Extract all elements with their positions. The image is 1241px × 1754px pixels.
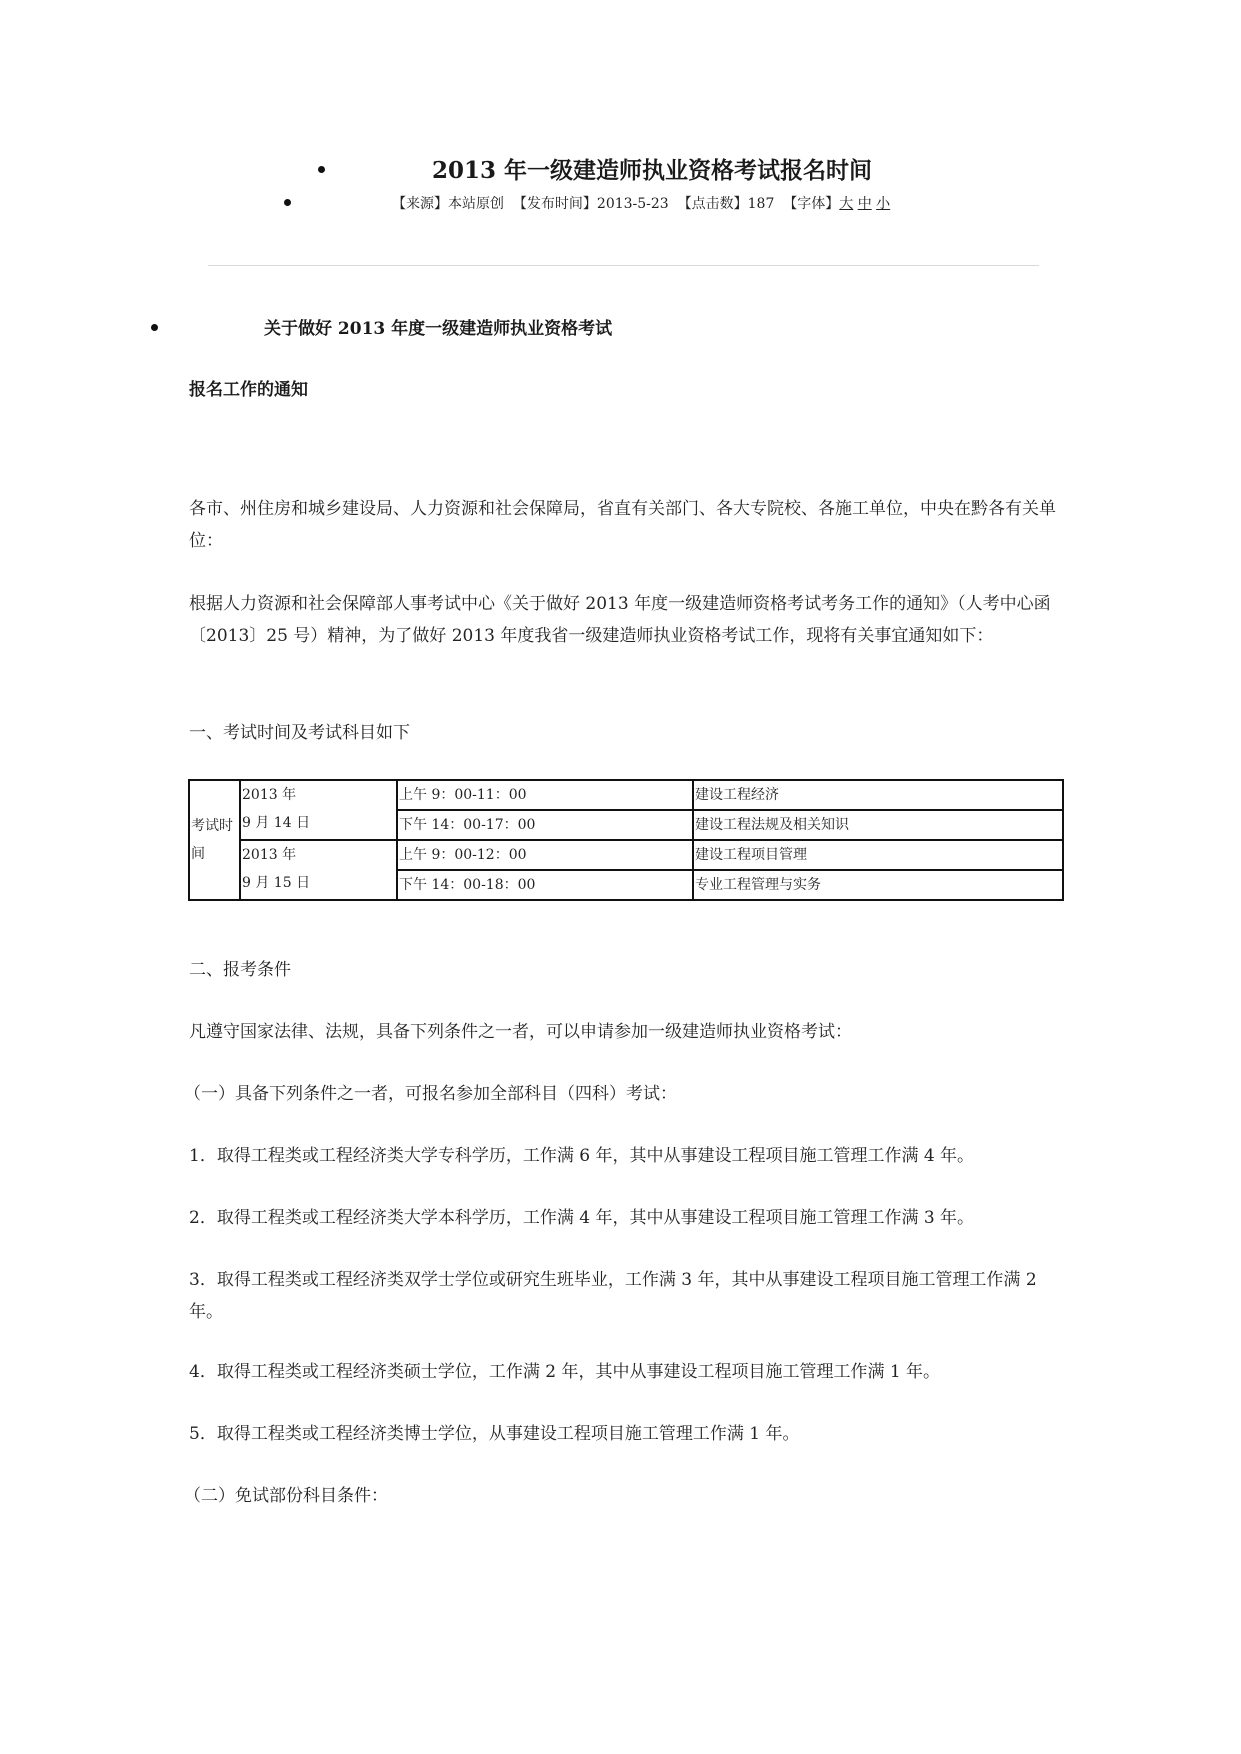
subsection-partial-exemption: （二）免试部份科目条件： <box>184 1486 388 1506</box>
salutation: 各市、州住房和城乡建设局、人力资源和社会保障局，省直有关部门、各大专院校、各施工单位，中央在黔各有关单位： <box>189 499 1056 551</box>
bullet-icon <box>151 324 158 331</box>
font-small-link[interactable]: 小 <box>876 196 891 212</box>
list-item: 3．取得工程类或工程经济类双学士学位或研究生班毕业，工作满 3 年，其中从事建设工程项目施工管理工作满 2 年。 <box>189 1270 1037 1322</box>
exam-time-label: 考试时间 <box>189 780 240 900</box>
subsection-full-exam: （一）具备下列条件之一者，可报名参加全部科目（四科）考试： <box>184 1084 677 1104</box>
article-meta <box>392 193 890 213</box>
date-label: 【发布时间】 <box>512 196 597 212</box>
clicks-value: 187 <box>747 196 775 212</box>
font-large-link[interactable]: 大 <box>839 196 854 212</box>
subject-cell: 建设工程法规及相关知识 <box>693 810 1063 840</box>
date-value: 2013-5-23 <box>596 196 669 212</box>
list-item: 1．取得工程类或工程经济类大学专科学历，工作满 6 年，其中从事建设工程项目施工管理工作满 4 年。 <box>189 1146 975 1166</box>
subject-cell: 专业工程管理与实务 <box>693 870 1063 900</box>
conditions-intro: 凡遵守国家法律、法规，具备下列条件之一者，可以申请参加一级建造师执业资格考试： <box>189 1022 852 1042</box>
table-row <box>189 840 1063 870</box>
exam-date-cell: 2013 年 9 月 14 日 <box>240 780 397 840</box>
bullet-icon <box>318 166 325 173</box>
font-label: 【字体】 <box>783 196 840 212</box>
session-time-cell: 上午 9：00-11：00 <box>397 780 693 810</box>
list-item: 2．取得工程类或工程经济类大学本科学历，工作满 4 年，其中从事建设工程项目施工管理工作满 3 年。 <box>189 1208 975 1228</box>
subject-cell: 建设工程经济 <box>693 780 1063 810</box>
page-title: 2013 年一级建造师执业资格考试报名时间 <box>432 157 873 184</box>
exam-date-cell: 2013 年 9 月 15 日 <box>240 840 397 900</box>
source-value: 本站原创 <box>448 196 504 212</box>
intro-paragraph: 根据人力资源和社会保障部人事考试中心《关于做好 2013 年度一级建造师资格考试考务工作的通知》（人考中心函〔2013〕25 号）精神，为了做好 2013 年度我省一级建造师执业资格考试工作，现将有关事宜通知如下： <box>189 594 1051 646</box>
divider <box>208 265 1039 266</box>
section-heading-conditions: 二、报考条件 <box>189 960 291 980</box>
session-time-cell: 下午 14：00-17：00 <box>397 810 693 840</box>
clicks-label: 【点击数】 <box>677 196 748 212</box>
bullet-icon <box>284 199 291 206</box>
subject-cell: 建设工程项目管理 <box>693 840 1063 870</box>
section-heading-exam-time: 一、考试时间及考试科目如下 <box>189 723 410 743</box>
list-item: 5．取得工程类或工程经济类博士学位，从事建设工程项目施工管理工作满 1 年。 <box>189 1424 800 1444</box>
notice-title-line1: 关于做好 2013 年度一级建造师执业资格考试 <box>264 319 613 339</box>
session-time-cell: 下午 14：00-18：00 <box>397 870 693 900</box>
font-medium-link[interactable]: 中 <box>857 196 872 212</box>
exam-schedule-table <box>188 779 1064 901</box>
session-time-cell: 上午 9：00-12：00 <box>397 840 693 870</box>
list-item: 4．取得工程类或工程经济类硕士学位，工作满 2 年，其中从事建设工程项目施工管理工作满 1 年。 <box>189 1362 941 1382</box>
source-label: 【来源】 <box>392 196 448 212</box>
table-row <box>189 780 1063 810</box>
notice-title-line2: 报名工作的通知 <box>189 380 308 400</box>
